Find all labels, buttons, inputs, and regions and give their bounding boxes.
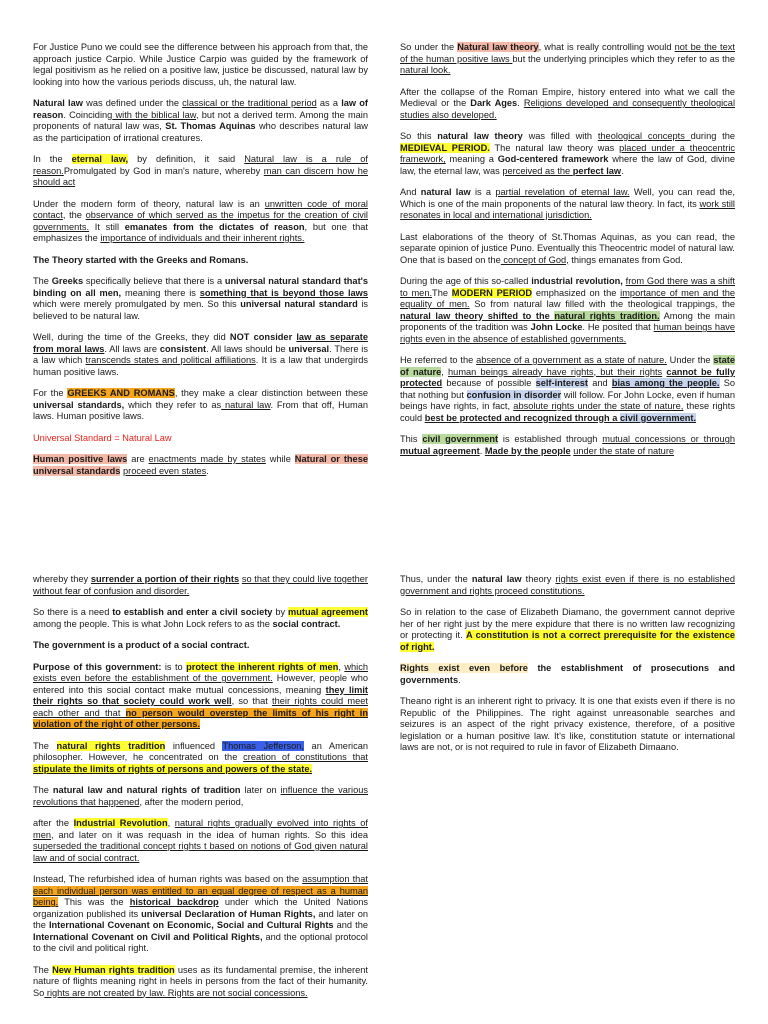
text-run: And	[400, 187, 421, 197]
text-run: For Justice Puno we could see the difference between his approach from that, the approach justice Carpio. While Justice Carpio was guided by the framework of legal positivism as he relied on a positive law, justice be discussed, natural law by looking into how the various periods discuss, uh, the natural law.	[33, 42, 368, 87]
text-run: The	[33, 964, 53, 975]
highlighted-text: MEDIEVAL PERIOD.	[400, 142, 490, 153]
text-run: is a	[470, 187, 496, 197]
text-run: where the law of God, divine law, the eternal law, was	[400, 154, 735, 176]
bold-text: historical backdrop	[129, 897, 219, 907]
text-run: things emanates from God.	[568, 254, 683, 265]
text-run: In the	[33, 154, 72, 164]
text-run: concept of God,	[500, 254, 569, 265]
paragraph	[400, 276, 735, 345]
bold-text: they limit their rights so that society could work well	[33, 684, 368, 706]
text-run: .	[458, 674, 461, 685]
paragraph	[400, 663, 735, 686]
page-1-left-column	[33, 42, 368, 487]
highlighted-text: stipulate the limits of rights of persons and powers of the state.	[33, 763, 313, 774]
text-run: by	[272, 607, 288, 617]
text-run: under the state of nature	[573, 445, 675, 456]
text-run: observance of which served as the impetus for the creation of civil governments.	[33, 210, 368, 232]
text-run: importance of men and the equality of men.	[400, 287, 735, 309]
highlighted-text: mutual agreement	[287, 607, 368, 617]
text-run: ,	[167, 818, 175, 828]
highlighted-text: state of nature	[400, 355, 735, 377]
text-run: and	[588, 378, 612, 388]
bold-text: best be protected and recognized through a	[424, 412, 620, 423]
text-run: emphasized on the	[532, 287, 621, 298]
paragraph	[33, 607, 368, 630]
text-run: human beings have rights even in the absence of established governments.	[400, 322, 735, 344]
paragraph	[400, 607, 735, 653]
paragraph	[33, 574, 368, 597]
paragraph	[33, 874, 368, 955]
text-run: after the	[33, 818, 74, 828]
bold-text: natural law and natural rights of tradition	[52, 785, 241, 795]
text-run: partial revelation of eternal law.	[495, 187, 630, 197]
text-run: Last elaborations of the theory of St.Thomas Aquinas, as you can read, the separate opinion of justice Puno. Eventually this Theocentric model of natural law. One that is based on the	[400, 231, 735, 265]
text-run: not be the text of the human positive laws	[400, 42, 735, 64]
highlighted-text: Industrial Revolution	[73, 818, 168, 828]
bold-text: universal	[288, 343, 330, 354]
text-run: which they refer to as	[124, 399, 222, 410]
text-run: among the people. This is what John Lock refers to as the	[33, 618, 273, 629]
paragraph	[33, 433, 368, 445]
highlighted-text: self-interest	[535, 378, 588, 388]
text-run: whereby they	[33, 574, 91, 584]
highlighted-text: GREEKS AND ROMANS	[67, 388, 175, 398]
highlighted-text: civil government.	[620, 412, 697, 423]
text-run: .	[206, 465, 209, 476]
text-run: with the biblical law,	[112, 109, 199, 120]
text-run: man can discern how he should act	[33, 165, 368, 187]
text-run: Universal Standard = Natural Law	[33, 432, 172, 443]
text-run: . There is a law which	[33, 343, 368, 365]
text-run: Under the	[666, 355, 714, 365]
text-run: The	[33, 785, 53, 795]
bold-text: to establish and enter a civil society	[112, 607, 273, 617]
highlighted-text: MODERN PERIOD	[451, 287, 533, 298]
bold-text: consistent	[159, 343, 207, 354]
text-run: , they make a clear distinction between these	[174, 388, 369, 398]
text-run: importance of individuals and their inherent rights.	[100, 233, 305, 243]
paragraph	[33, 818, 368, 864]
bold-text: International Covenant on Civil and Political Rights,	[33, 931, 263, 942]
text-run: .	[479, 445, 485, 456]
paragraph	[400, 131, 735, 177]
text-run: and the optional protocol to the civil and political right.	[33, 931, 368, 953]
text-run: , what is really controlling would	[538, 42, 675, 52]
paragraph	[33, 332, 368, 378]
highlighted-text: A constitution is not a correct prerequisite for the existence of right.	[400, 630, 735, 652]
bold-text: universal Declaration of Human Rights,	[141, 908, 316, 919]
page-1-right-column	[400, 42, 735, 467]
text-run: Religions developed and consequently theological studies also developed.	[400, 98, 735, 120]
text-run: as a	[316, 98, 342, 108]
paragraph	[33, 388, 368, 423]
text-run: .	[517, 98, 524, 108]
text-run: . Coinciding	[63, 109, 113, 120]
highlighted-text: eternal law,	[71, 154, 129, 164]
highlighted-text: no person would overstep the limits of his right in violation of the right of other persons.	[33, 707, 368, 729]
text-run: So in relation to the case of Elizabeth Diamano, the government cannot deprive her of her right just by the mere expidure that there is no written law recognizing or protecting it.	[400, 607, 735, 640]
text-run: , the	[62, 210, 86, 220]
page-break	[0, 540, 768, 560]
text-run: Thus, under the	[400, 574, 472, 584]
text-run: This	[400, 434, 423, 444]
paragraph	[400, 355, 735, 424]
paragraph	[33, 199, 368, 245]
text-run: Theano right is an inherent right to privacy. It is one that exists even if there is no Republic of the Philippines. The right against unreasonable searches and seizures is an aspect of the right privacy existence, therefore, of a positive legislation or a human positive law. It's like, constitution statute or international laws are not, or is not required to rule in favor of Elizabeth Dimaano.	[400, 696, 735, 752]
text-run: natural look.	[400, 65, 451, 75]
text-run: , but one that emphasizes the	[33, 221, 368, 243]
text-run: So under the	[400, 42, 458, 52]
text-run: their rights could meet each other and that	[33, 696, 368, 718]
bold-text: social contract.	[272, 618, 341, 629]
text-run: theory	[521, 574, 556, 584]
paragraph	[33, 785, 368, 808]
highlighted-text: Thomas Jefferson,	[222, 740, 304, 751]
bold-text: International Covenant on Economic, Social and Cultural Rights	[48, 920, 334, 930]
text-run: which exists even before the establishment of the government.	[33, 661, 369, 683]
paragraph	[400, 232, 735, 267]
text-run: absence of a government as a state of nature.	[476, 355, 667, 365]
text-run: absolute rights under the state of nature,	[513, 401, 684, 411]
bold-text: perfect law	[572, 165, 622, 176]
text-run: but not a derived term. Among the main proponents of natural law was,	[33, 109, 368, 131]
text-run: by definition, it said	[128, 154, 245, 164]
paragraph	[33, 662, 368, 731]
bold-text: industrial revolution,	[531, 276, 623, 286]
paragraph	[33, 454, 368, 477]
text-run: unwritten code of moral contact	[33, 198, 368, 220]
text-run: . From that off, Human laws. Human positive laws.	[33, 399, 368, 421]
text-run: natural law	[221, 399, 271, 410]
paragraph	[33, 640, 368, 652]
text-run: influenced	[165, 740, 223, 751]
text-run: So there is a need	[33, 607, 113, 617]
text-run: creation of constitutions that	[243, 752, 368, 762]
text-run: work still resonates in local and international jurisdiction.	[400, 198, 735, 220]
text-run: is to	[161, 661, 187, 672]
text-run: transcends states and political affiliations	[85, 355, 256, 365]
text-run: However, people who entered into this social contact make mutual concessions, meaning	[33, 673, 369, 695]
paragraph	[33, 98, 368, 144]
text-run: rights exist even if there is no established government and rights proceed constitutions.	[400, 574, 735, 596]
text-run: Well, you can read the, Which is one of the main proponents of the natural law theory. In fact, its	[400, 187, 735, 209]
text-run: but the underlying principles which they refer to as the	[512, 53, 735, 64]
paragraph	[400, 42, 735, 77]
bold-text: St. Thomas Aquinas	[165, 121, 256, 131]
text-run: enactments made by states	[148, 454, 266, 464]
text-run: The	[432, 287, 452, 298]
text-run: This was the	[58, 897, 130, 907]
bold-text: The Theory started with the Greeks and Romans.	[33, 254, 249, 265]
text-run: Among the main proponents of the tradition was	[400, 310, 735, 332]
text-run: natural rights gradually evolved into rights of men,	[33, 818, 368, 840]
paragraph	[400, 187, 735, 222]
highlighted-text: protect the inherent rights of men	[186, 661, 339, 672]
paragraph	[400, 696, 735, 754]
text-run: Well, during the time of the Greeks, they did	[33, 332, 230, 342]
bold-text: law of reason	[33, 98, 369, 120]
bold-text: universal natural standard that's binding on all men,	[33, 276, 368, 298]
text-run: uses as its fundamental premise, the inherent nature of flights meaning right in heels in persons from the fact of their humanity. So	[33, 964, 368, 998]
bold-text: the establishment of prosecutions and governments	[400, 663, 736, 685]
highlighted-text: natural rights tradition.	[554, 310, 660, 321]
text-run: while	[265, 454, 295, 464]
text-run: during the	[690, 131, 735, 141]
text-run: assumption that	[302, 874, 368, 884]
text-run: is believed to be natural law.	[33, 299, 368, 321]
text-run: , so that	[231, 696, 273, 706]
paragraph	[33, 965, 368, 1000]
paragraph	[400, 87, 735, 122]
text-run: The	[33, 740, 57, 751]
text-run: So that nothing but	[400, 378, 736, 400]
bold-text: Purpose of this government:	[33, 661, 162, 672]
bold-text: The government is a product of a social contract.	[33, 640, 250, 650]
paragraph	[33, 255, 368, 267]
bold-text: mutual agreement	[400, 445, 480, 456]
text-run: . He posited that	[582, 322, 654, 332]
text-run: proceed even states	[122, 465, 207, 476]
text-run: an American philosopher. However, he concentrated on the	[33, 740, 368, 762]
text-run: and later on it was requash in the idea of human rights. So this idea	[53, 829, 368, 840]
text-run: ,	[441, 366, 449, 377]
highlighted-text: New Human rights tradition	[52, 964, 175, 975]
text-run: was defined under the	[82, 98, 183, 108]
paragraph	[33, 42, 368, 88]
paragraph	[33, 276, 368, 322]
text-run: . All laws should be	[206, 343, 289, 354]
text-run: and the	[333, 920, 368, 930]
text-run: will follow. For John Locke, even if human beings have rights, in fact,	[400, 389, 735, 411]
bold-text: cannot be fully protected	[400, 366, 735, 388]
bold-text: emanates from the dictates of reason	[124, 221, 305, 232]
text-run: Under the modern form of theory, natural law is an	[33, 198, 265, 209]
text-run: Natural law is a rule of reason.	[33, 154, 369, 176]
highlighted-text: each individual person was entitled to an equal degree of respect as a human being.	[33, 885, 368, 907]
text-run: theological concepts	[597, 131, 691, 141]
bold-text: surrender a portion of their rights	[90, 574, 240, 584]
text-run: , after the modern period,	[139, 796, 244, 807]
paragraph	[33, 741, 368, 776]
text-run: because of possible	[442, 378, 536, 388]
text-run: these rights could	[400, 401, 736, 423]
text-run: ,	[338, 661, 345, 672]
bold-text: something that is beyond those laws	[199, 287, 368, 298]
highlighted-text: Natural or these universal standards	[33, 454, 368, 476]
text-run: meaning a	[445, 154, 498, 164]
bold-text: Made by the people	[484, 445, 571, 456]
highlighted-text: natural rights tradition	[56, 740, 166, 751]
highlighted-text: confusion in disorder	[466, 389, 562, 400]
text-run: and later on the	[33, 908, 368, 930]
text-run: classical or the traditional period	[182, 98, 317, 108]
text-run: under which the United Nations organization published its	[33, 897, 369, 919]
bold-text: Dark Ages	[470, 98, 518, 108]
highlighted-text: Human positive laws	[33, 454, 128, 464]
bold-text: Natural law	[33, 98, 83, 108]
text-run: are	[127, 454, 149, 464]
text-run: from God there was a shift to men.	[400, 276, 736, 298]
text-run: influence the various revolutions that happened	[33, 785, 368, 807]
paragraph	[400, 574, 735, 597]
paragraph	[33, 154, 368, 189]
text-run: Instead, The refurbished idea of human rights was based on the	[33, 874, 303, 884]
bold-text: natural law	[471, 574, 522, 584]
text-run: human beings already have rights, but their rights	[448, 366, 663, 377]
highlighted-text: Rights exist even before	[400, 663, 528, 673]
bold-text: universal natural standard	[240, 299, 358, 309]
text-run: During the age of this so-called	[400, 276, 532, 286]
text-run: So this	[400, 131, 438, 141]
text-run: perceived as the	[502, 165, 573, 176]
highlighted-text: Natural law theory	[457, 42, 539, 52]
highlighted-text: bias among the people.	[611, 378, 720, 388]
bold-text: Greeks	[51, 276, 84, 286]
text-run: superseded the traditional concept rights t based on notions of God given natural law and of social contract.	[33, 841, 368, 863]
paragraph	[400, 434, 735, 457]
text-run: . It is a law that undergirds human positive laws.	[33, 355, 368, 377]
bold-text: natural law theory	[437, 131, 523, 141]
bold-text: law as separate from moral laws	[33, 332, 368, 354]
bold-text: natural law theory shifted to the	[400, 310, 555, 321]
text-run: He referred to the	[400, 355, 477, 365]
bold-text: NOT consider	[229, 332, 293, 342]
text-run: The	[33, 276, 52, 286]
text-run: was filled with	[522, 131, 598, 141]
page-2-right-column	[400, 574, 735, 764]
text-run: meaning there is	[121, 287, 200, 298]
text-run: So from natural law filled with the theological trappings, the	[469, 299, 735, 309]
text-run: . All laws are	[104, 343, 160, 354]
text-run: Promulgated by God in man's nature, whereby	[63, 165, 264, 176]
text-run: mutual concessions or through	[602, 434, 735, 444]
bold-text: universal standards,	[33, 399, 125, 410]
text-run: After the collapse of the Roman Empire, history entered into what we call the Medieval or the	[400, 86, 735, 108]
bold-text: God-centered framework	[497, 154, 609, 164]
page-2-left-column	[33, 574, 368, 1009]
text-run: specifically believe that there is a	[83, 276, 225, 286]
bold-text: natural law	[420, 187, 471, 197]
bold-text: John Locke	[530, 322, 583, 332]
text-run: so that they could live together without fear of confusion and disorder.	[33, 574, 368, 596]
text-run: rights are not created by law. Rights are not social concessions.	[44, 987, 308, 998]
text-run: later on	[240, 785, 281, 795]
highlighted-text: civil government	[422, 434, 499, 444]
text-run: For the	[33, 388, 68, 398]
text-run: is established through	[498, 434, 603, 444]
text-run: It still	[89, 221, 125, 232]
text-run: who describes natural law as the participation of irrational creatures.	[33, 121, 368, 143]
text-run: which were merely promulgated by men. So this	[33, 299, 241, 309]
text-run: .	[621, 165, 624, 176]
text-run: The natural law theory was	[489, 142, 620, 153]
text-run: placed under a theocentric framework,	[400, 142, 735, 164]
